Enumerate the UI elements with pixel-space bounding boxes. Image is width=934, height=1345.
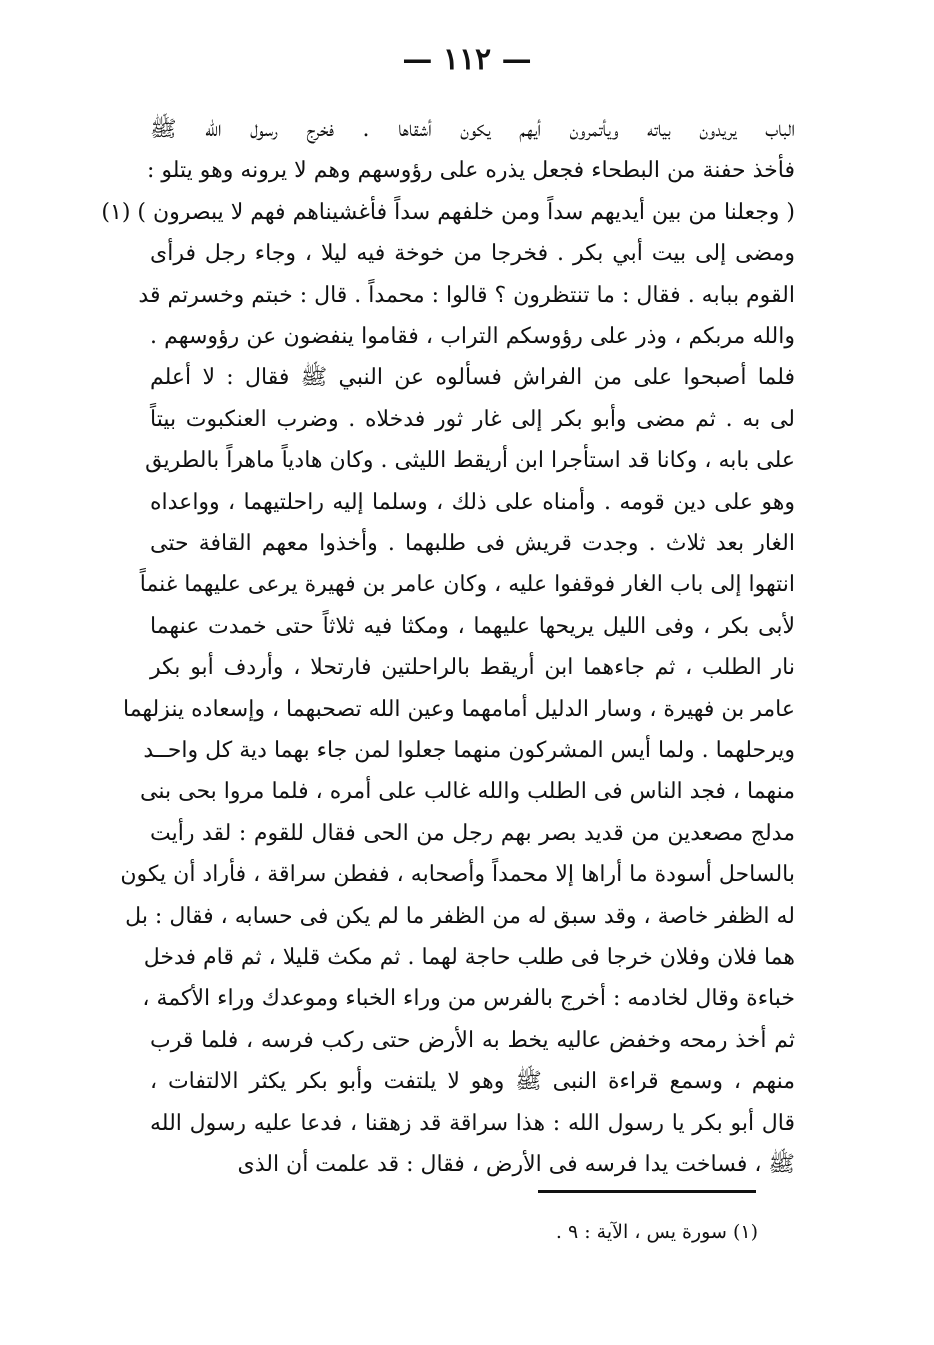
text-line: منهما ، فجد الناس فى الطلب والله غالب على أمره ، فلما مروا بحى بنى (140, 779, 795, 805)
footnote: (١) سورة يس ، الآية : ٩ . (555, 1221, 758, 1243)
text-line: ثم أخذ رمحه وخفض عاليه يخط به الأرض حتى ركب فرسه ، فلما قرب (150, 1027, 795, 1053)
text-line: والله مربكم ، وذر على رؤوسكم التراب ، فقاموا ينفضون عن رؤوسهم . (150, 324, 795, 349)
text-line: فلما أصبحوا على من الفراش فسألوه عن النبي ﷺ فقال : لا أعلم (150, 365, 795, 391)
text-line: مدلج مصعدين من قديد بصر بهم رجل من الحى فقال للقوم : لقد رأيت (150, 820, 795, 846)
text-line: الباب يريدون بياته ويأتمرون أيهم يكون أشقاها . فخرج رسول الله ﷺ (150, 117, 795, 142)
text-line: لأبى بكر ، وفى الليل يريحها عليهما ، ومكثا فيه ثلاثاً حتى خمدت عنهما (150, 613, 795, 639)
text-line: خباءة وقال لخادمه : أخرج بالفرس من وراء الخباء وموعدك وراء الأكمة ، (142, 986, 795, 1012)
text-line: نار الطلب ، ثم جاءهما ابن أريقط بالراحلتين فارتحلا ، وأردف أبو بكر (150, 655, 795, 681)
text-line: على بابه ، وكانا قد استأجرا ابن أريقط الليثى . وكان هادياً ماهراً بالطريق (145, 448, 795, 474)
page-number: — ١١٢ — (402, 42, 532, 77)
text-line: منهم ، وسمع قراءة النبى ﷺ وهو لا يلتفت وأبو بكر يكثر الالتفات ، (150, 1069, 795, 1095)
text-line: قال أبو بكر يا رسول الله : هذا سراقة قد زهقنا ، فدعا عليه رسول الله (150, 1110, 795, 1136)
text-line: له الظفر خاصة ، وقد سبق له من الظفر ما لم يكن فى حسابه ، فقال : بل (125, 903, 795, 929)
text-line: هما فلان وفلان خرجا فى طلب حاجة لهما . ثم مكث قليلا ، ثم قام فدخل (143, 945, 795, 970)
text-line: بالساحل أسودة ما أراها إلا محمداً وأصحابه ، ففطن سراقة ، فأراد أن يكون (120, 862, 795, 888)
text-line: وهو على دين قومه . وأمناه على ذلك ، وسلما إليه راحلتيهما ، وواعداه (150, 489, 795, 515)
text-line: ( وجعلنا من بين أيديهم سداً ومن خلفهم سداً فأغشيناهم فهم لا يبصرون ) (١) (101, 199, 795, 225)
text-line: انتهوا إلى باب الغار فوقفوا عليه ، وكان عامر بن فهيرة يرعى عليهما غنماً (139, 572, 795, 598)
text-line: الغار بعد ثلاث . وجدت قريش فى طلبهما . وأخذوا معهم القافة حتى (150, 531, 795, 556)
text-line: ويرحلهما . ولما أيس المشركون منهما جعلوا لمن جاء بهما دية كل واحــد (143, 738, 795, 763)
text-line: عامر بن فهيرة ، وسار الدليل أمامهما وعين الله تصحبهما ، وإسعاده ينزلهما (122, 696, 795, 722)
text-line: القوم ببابه . فقال : ما تنتظرون ؟ قالوا : محمداً . قال : خبتم وخسرتم قد (138, 282, 795, 308)
text-line: ﷺ ، فساخت يدا فرسه فى الأرض ، فقال : قد علمت أن الذى (237, 1152, 795, 1177)
body-text (0, 100, 934, 1180)
text-line: فأخذ حفنة من البطحاء فجعل يذره على رؤوسهم وهم لا يرونه وهو يتلو : (146, 158, 795, 184)
text-line: لى به . ثم مضى وأبو بكر إلى غار ثور فدخلاه . وضرب العنكبوت بيتاً (150, 406, 795, 432)
footnote-divider (538, 1190, 756, 1193)
text-line: ومضى إلى بيت أبي بكر . فخرجا من خوخة فيه ليلا ، وجاء رجل فرأى (150, 241, 795, 267)
